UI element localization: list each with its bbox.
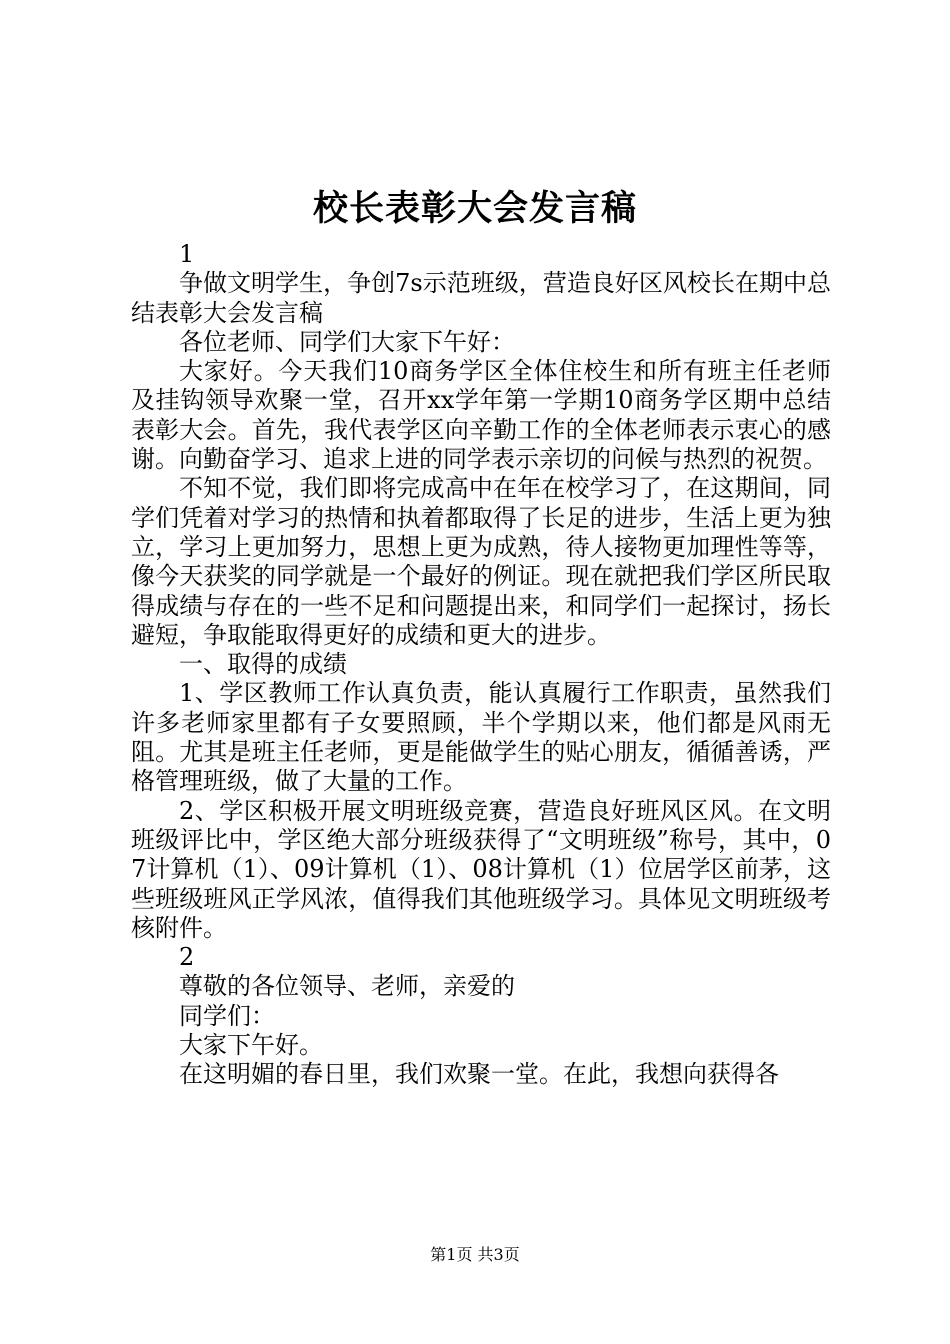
paragraph-greeting: 各位老师、同学们大家下午好： [179,327,515,356]
document-title: 校长表彰大会发言稿 [312,188,637,229]
paragraph-progress: 不知不觉，我们即将完成高中在年在校学习了，在这期间，同学们凭着对学习的热情和执着都取得了长足的进步，生活上更为独立，学习上更加努力，思想上更为成熟，待人接物更加理性等等，像今天获奖的同学就是一个最好的例证。现在就把我们学区所民取得成绩与存在的一些不足和问题提出来，和同学们一起探讨，扬长避短，争取能取得更好的成绩和更大的进步。 [131,474,831,649]
page-footer: 第1页 共3页 [430,1245,520,1264]
section-number: 1 [179,240,195,268]
document-body [131,240,831,1090]
paragraph-point-1: 1、学区教师工作认真负责，能认真履行工作职责，虽然我们许多老师家里都有子女要照顾，半个学期以来，他们都是风雨无阻。尤其是班主任老师，更是能做学生的贴心朋友，循循善诱，严格管理班级，做了大量的工作。 [131,679,831,796]
paragraph-greeting-2: 大家下午好。 [179,1031,323,1060]
paragraph-intro: 大家好。今天我们10商务学区全体住校生和所有班主任老师及挂钩领导欢聚一堂，召开xx学年第一学期10商务学区期中总结表彰大会。首先，我代表学区向辛勤工作的全体老师表示衷心的感谢。向勤奋学习、追求上进的同学表示亲切的问候与热烈的祝贺。 [131,357,831,474]
paragraph-opening: 在这明媚的春日里，我们欢聚一堂。在此，我想向获得各 [179,1060,779,1089]
section-number: 2 [179,943,195,972]
paragraph-point-2: 2、学区积极开展文明班级竞赛，营造良好班风区风。在文明班级评比中，学区绝大部分班级获得了“文明班级”称号，其中，07计算机（1）、09计算机（1）、08计算机（1）位居学区前茅，这些班级班风正学风浓，值得我们其他班级学习。具体见文明班级考核附件。 [131,796,831,942]
paragraph-salutation: 尊敬的各位领导、老师，亲爱的 [179,972,515,1001]
section-heading: 一、取得的成绩 [179,650,347,679]
paragraph-salutation-cont: 同学们： [179,1001,275,1030]
paragraph-subtitle: 争做文明学生，争创7s示范班级，营造良好区风校长在期中总结表彰大会发言稿 [131,269,831,327]
